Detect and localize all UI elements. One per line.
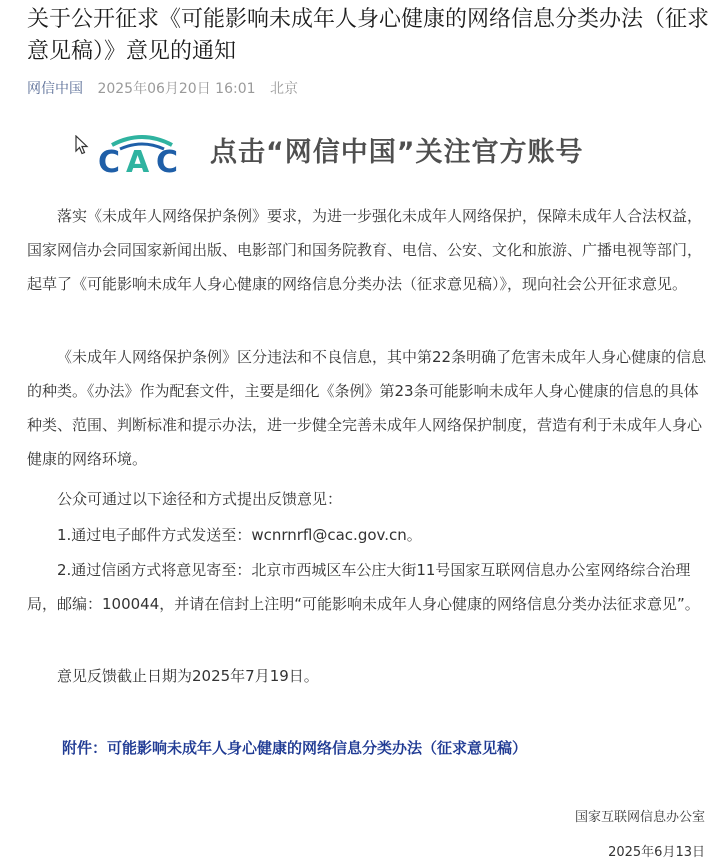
- publish-datetime: 2025年06月20日 16:01: [97, 81, 256, 97]
- paragraph-deadline: 意见反馈截止日期为2025年7月19日。: [57, 667, 319, 685]
- signature-org: 国家互联网信息办公室: [574, 810, 705, 825]
- article-title: 关于公开征求《可能影响未成年人身心健康的网络信息分类办法（征求意见稿）》意见的通知: [27, 7, 710, 64]
- article-meta: [27, 79, 308, 99]
- paragraph-regulation: 《未成年人网络保护条例》区分违法和不良信息，其中第22条明确了危害未成年人身心健康的信息的种类。《办法》作为配套文件，主要是细化《条例》第23条可能影响未成年人身心健康的信息的具体种类、范围、判断标准和提示办法，进一步健全完善未成年人网络保护制度，营造有利于未成年人身心健康的网络环境。: [27, 348, 707, 468]
- signature-date: 2025年6月13日: [608, 845, 705, 860]
- svg-text:C: C: [98, 145, 121, 175]
- paragraph-intro: 落实《未成年人网络保护条例》要求，为进一步强化未成年人网络保护，保障未成年人合法权益，国家网信办会同国家新闻出版、电影部门和国务院教育、电信、公安、文化和旅游、广播电视等部门，起草了《可能影响未成年人身心健康的网络信息分类办法（征求意见稿）》，现向社会公开征求意见。: [27, 207, 703, 293]
- paragraph-email: 1.通过电子邮件方式发送至：wcnrnrfl@cac.gov.cn。: [57, 526, 422, 544]
- source-link[interactable]: 网信中国: [27, 81, 83, 97]
- mouse-cursor-icon: [75, 135, 89, 155]
- paragraph-mail: 2.通过信函方式将意见寄至：北京市西城区车公庄大街11号国家互联网信息办公室网络综合治理局，邮编：100044，并请在信封上注明“可能影响未成年人身心健康的网络信息分类办法征求意见”。: [27, 561, 700, 613]
- paragraph-feedback-intro: 公众可通过以下途径和方式提出反馈意见：: [57, 490, 343, 508]
- svg-text:A: A: [126, 145, 150, 175]
- publish-location: 北京: [269, 81, 298, 97]
- cac-logo-icon: [98, 131, 186, 175]
- attachment-link[interactable]: 附件：可能影响未成年人身心健康的网络信息分类办法（征求意见稿）: [62, 739, 528, 757]
- banner-follow-text[interactable]: 点击“网信中国”关注官方账号: [210, 137, 584, 168]
- svg-text:C: C: [156, 145, 179, 175]
